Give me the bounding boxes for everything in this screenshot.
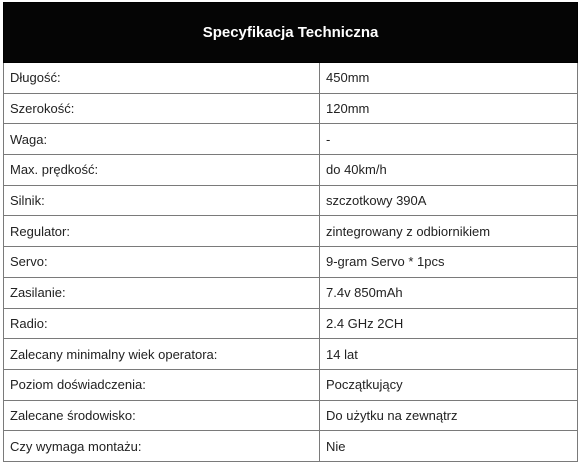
- table-row: [4, 216, 578, 247]
- table-row: [4, 400, 578, 431]
- spec-title: Specyfikacja Techniczna: [4, 3, 578, 63]
- row-value: 450mm: [320, 63, 578, 94]
- row-label: Max. prędkość:: [4, 155, 320, 186]
- table-row: [4, 63, 578, 94]
- table-row: [4, 308, 578, 339]
- table-row: [4, 93, 578, 124]
- row-label: Waga:: [4, 124, 320, 155]
- row-value: Nie: [320, 431, 578, 462]
- table-row: [4, 339, 578, 370]
- row-value: 2.4 GHz 2CH: [320, 308, 578, 339]
- table-row: [4, 277, 578, 308]
- row-value: 14 lat: [320, 339, 578, 370]
- spec-header-row: [4, 3, 578, 63]
- row-label: Szerokość:: [4, 93, 320, 124]
- row-value: 120mm: [320, 93, 578, 124]
- row-value: do 40km/h: [320, 155, 578, 186]
- row-label: Silnik:: [4, 185, 320, 216]
- row-label: Radio:: [4, 308, 320, 339]
- row-value: Początkujący: [320, 369, 578, 400]
- row-label: Servo:: [4, 247, 320, 278]
- row-value: 7.4v 850mAh: [320, 277, 578, 308]
- row-label: Długość:: [4, 63, 320, 94]
- table-row: [4, 369, 578, 400]
- row-value: zintegrowany z odbiornikiem: [320, 216, 578, 247]
- table-row: [4, 247, 578, 278]
- row-label: Zalecany minimalny wiek operatora:: [4, 339, 320, 370]
- table-row: [4, 185, 578, 216]
- row-label: Czy wymaga montażu:: [4, 431, 320, 462]
- table-row: [4, 155, 578, 186]
- table-row: [4, 124, 578, 155]
- row-label: Poziom doświadczenia:: [4, 369, 320, 400]
- row-value: 9-gram Servo * 1pcs: [320, 247, 578, 278]
- table-row: [4, 431, 578, 462]
- row-value: Do użytku na zewnątrz: [320, 400, 578, 431]
- row-label: Regulator:: [4, 216, 320, 247]
- row-value: szczotkowy 390A: [320, 185, 578, 216]
- row-label: Zalecane środowisko:: [4, 400, 320, 431]
- spec-table: [3, 2, 578, 462]
- row-value: -: [320, 124, 578, 155]
- row-label: Zasilanie:: [4, 277, 320, 308]
